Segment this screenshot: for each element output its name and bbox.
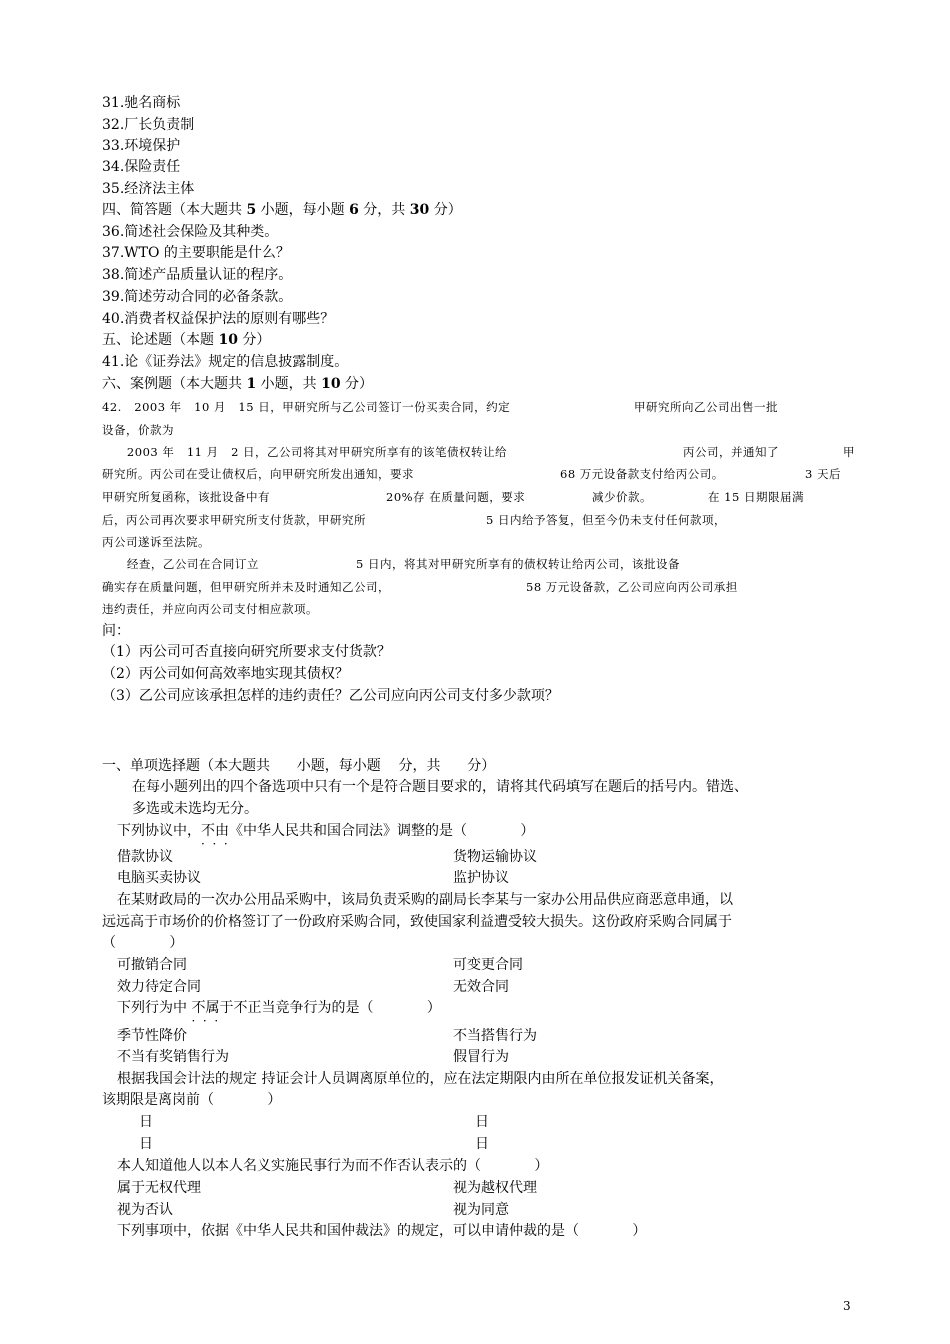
term-item: 31.驰名商标 [102,95,181,111]
emphasis-dots: 不属于 · · · [191,1000,233,1016]
case-text-line: 在 15 日期限届满 [708,490,804,504]
option: 不当有奖销售行为 [117,1049,229,1065]
question: 37.WTO 的主要职能是什么？ [102,245,290,261]
sub-question: （1）丙公司可否直接向研究所要求支付货款？ [102,644,391,660]
option: 季节性降价 [117,1028,187,1044]
section-heading-essay: 五、论述题（本题 10 分） [102,332,271,348]
case-text-line: 5 日内给予答复，但至今仍未支付任何款项， [486,513,726,527]
mc-question: 根据我国会计法的规定 持证会计人员调离原单位的，应在法定期限内由所在单位报发证机关备案， [117,1071,724,1087]
case-text-line: 42. 2003 年 10 月 15 日，甲研究所与乙公司签订一份买卖合同，约定 [102,400,511,414]
mc-question: （ ） [102,935,184,951]
question: 38.简述产品质量认证的程序。 [102,267,293,283]
mc-question: 下列行为中 不属于 · · ·不正当竞争行为的是（ ） [117,999,441,1017]
instructions: 在每小题列出的四个备选项中只有一个是符合题目要求的，请将其代码填写在题后的括号内。错选、 [132,779,748,795]
case-text-line: 设备，价款为 [102,423,174,437]
case-text-line: 丙公司，并通知了 [683,445,779,459]
case-text-line: 甲 [843,445,855,459]
case-text-line: 研究所。丙公司在受让债权后，向甲研究所发出通知，要求 [102,467,414,481]
mc-question: 在某财政局的一次办公用品采购中，该局负责采购的副局长李某与一家办公用品供应商恶意串通，以 [117,892,733,908]
case-text-line: 68 万元设备款支付给丙公司。 [560,467,724,481]
case-text-line: 丙公司遂诉至法院。 [102,535,210,549]
mc-question: 下列协议中，不由 · · ·《中华人民共和国合同法》调整的是（ ） [117,822,534,840]
ask-label: 问： [102,623,130,639]
term-item: 33.环境保护 [102,138,181,154]
option: 不当搭售行为 [453,1028,537,1044]
option: 日 [475,1136,489,1152]
sub-question: （2）丙公司如何高效率地实现其债权？ [102,666,349,682]
instructions: 多选或未选均无分。 [132,801,258,817]
mc-question: 远远高于市场价的价格签订了一份政府采购合同，致使国家利益遭受较大损失。这份政府采购合同属于 [102,914,732,930]
case-text-line: 甲研究所复函称，该批设备中有 [102,490,270,504]
section-heading-case: 六、案例题（本大题共 1 小题，共 10 分） [102,376,374,392]
option: 监护协议 [453,870,509,886]
emphasis-dots: 不由 · · · [201,823,229,839]
term-item: 35.经济法主体 [102,181,195,197]
case-text-line: 违约责任，并应向丙公司支付相应款项。 [102,602,318,616]
case-text-line: 5 日内，将其对甲研究所享有的债权转让给丙公司，该批设备 [356,557,680,571]
option: 可撤销合同 [117,957,187,973]
case-text-line: 确实存在质量问题，但甲研究所并未及时通知乙公司， [102,580,390,594]
mc-question: 该期限是离岗前（ ） [102,1092,282,1108]
option: 无效合同 [453,979,509,995]
option: 货物运输协议 [453,849,537,865]
mc-question: 下列事项中，依据《中华人民共和国仲裁法》的规定，可以申请仲裁的是（ ） [117,1223,647,1239]
case-text-line: 3 天后 [805,467,841,481]
section-heading-short-answer: 四、简答题（本大题共 5 小题，每小题 6 分，共 30 分） [102,202,462,218]
option: 可变更合同 [453,957,523,973]
option: 视为同意 [453,1202,509,1218]
case-text-line: 减少价款。 [592,490,652,504]
option: 效力待定合同 [117,979,201,995]
question: 36.简述社会保险及其种类。 [102,224,279,240]
case-text-line: 后，丙公司再次要求甲研究所支付货款，甲研究所 [102,513,366,527]
option: 视为越权代理 [453,1180,537,1196]
case-text-line: 58 万元设备款，乙公司应向丙公司承担 [526,580,738,594]
mc-question: 本人知道他人以本人名义实施民事行为而不作否认表示的（ ） [117,1158,549,1174]
option: 日 [475,1114,489,1130]
option: 假冒行为 [453,1049,509,1065]
section-heading-single-choice: 一、单项选择题（本大题共 小题，每小题 分，共 分） [102,758,496,774]
case-text-line: 20%存 在质量问题，要求 [386,490,526,504]
case-text-line: 2003 年 11 月 2 日，乙公司将其对甲研究所享有的该笔债权转让给 [102,445,508,459]
option: 借款协议 [117,849,173,865]
question: 39.简述劳动合同的必备条款。 [102,289,293,305]
option: 视为否认 [117,1202,173,1218]
option: 电脑买卖协议 [117,870,201,886]
option: 日 [139,1136,153,1152]
page-number: 3 [843,1299,851,1313]
question: 40.消费者权益保护法的原则有哪些？ [102,311,335,327]
case-text-line: 经查，乙公司在合同订立 [102,557,259,571]
option: 属于无权代理 [117,1180,201,1196]
term-item: 32.厂长负责制 [102,117,195,133]
option: 日 [139,1114,153,1130]
term-item: 34.保险责任 [102,159,181,175]
case-text-line: 甲研究所向乙公司出售一批 [634,400,778,414]
sub-question: （3）乙公司应该承担怎样的违约责任？乙公司应向丙公司支付多少款项？ [102,688,559,704]
question: 41.论《证券法》规定的信息披露制度。 [102,354,349,370]
